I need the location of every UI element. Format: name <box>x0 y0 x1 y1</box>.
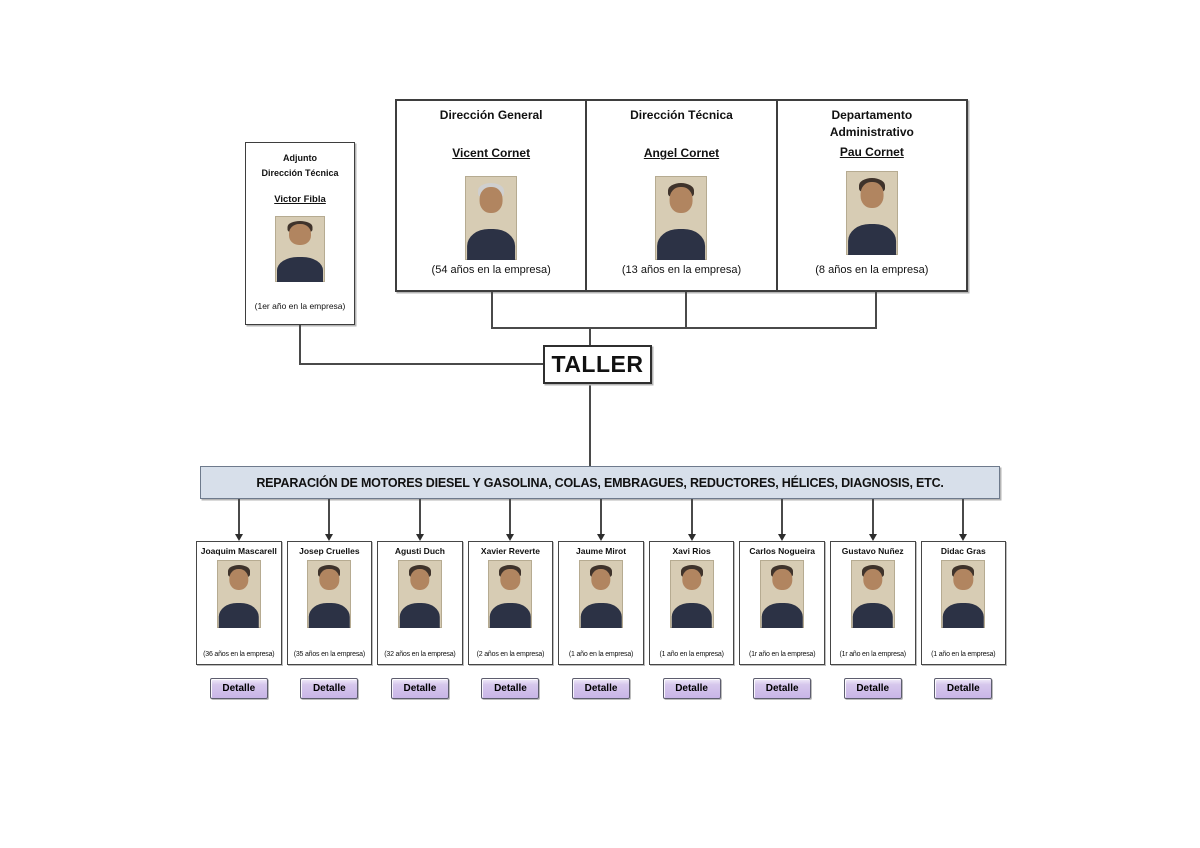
detail-button[interactable]: Detalle <box>572 678 630 699</box>
cell-direccion-tecnica <box>585 101 775 290</box>
connector-line <box>781 499 783 534</box>
worker-name: Xavi Rios <box>672 546 711 556</box>
adjunct-technical-direction-box <box>245 142 355 325</box>
detail-button[interactable]: Detalle <box>210 678 268 699</box>
photo-shoulders-shape <box>943 603 983 628</box>
photo-head-shape <box>289 224 311 244</box>
worker-card <box>921 541 1007 665</box>
arrow-down-icon <box>778 534 786 541</box>
worker-name: Agusti Duch <box>394 546 445 556</box>
worker-column <box>287 499 373 699</box>
worker-tenure: (36 años en la empresa) <box>203 651 275 658</box>
worker-column <box>377 499 463 699</box>
photo-shoulders-shape <box>658 229 706 260</box>
worker-card <box>830 541 916 665</box>
taller-label: TALLER <box>551 351 644 377</box>
photo-shoulders-shape <box>400 603 440 628</box>
worker-name: Xavier Reverte <box>480 546 540 556</box>
person-photo <box>941 560 985 628</box>
worker-name: Didac Gras <box>940 546 986 556</box>
arrow-down-icon <box>869 534 877 541</box>
arrow-down-icon <box>688 534 696 541</box>
photo-shoulders-shape <box>671 603 711 628</box>
connector-line <box>299 363 545 365</box>
adjunct-title-line2: Dirección Técnica <box>261 168 339 179</box>
worker-tenure: (2 años en la empresa) <box>476 651 545 658</box>
person-photo <box>217 560 261 628</box>
arrow-down-icon <box>325 534 333 541</box>
worker-tenure: (1 año en la empresa) <box>659 651 724 658</box>
detail-button[interactable]: Detalle <box>844 678 902 699</box>
adjunct-person-name: Victor Fibla <box>274 193 326 205</box>
worker-column <box>830 499 916 699</box>
detail-button[interactable]: Detalle <box>391 678 449 699</box>
photo-shoulders-shape <box>581 603 621 628</box>
photo-head-shape <box>863 569 882 590</box>
worker-column <box>196 499 282 699</box>
connector-line <box>509 499 511 534</box>
photo-shoulders-shape <box>852 603 892 628</box>
cell-title-line2: Administrativo <box>829 125 914 140</box>
cell-person-name: Pau Cornet <box>839 144 904 159</box>
worker-card <box>377 541 463 665</box>
management-row-box <box>395 99 968 292</box>
person-photo <box>307 560 351 628</box>
worker-card <box>196 541 282 665</box>
workers-row <box>196 499 1006 699</box>
photo-head-shape <box>480 187 503 213</box>
person-photo <box>488 560 532 628</box>
photo-shoulders-shape <box>309 603 349 628</box>
photo-shoulders-shape <box>848 224 896 255</box>
photo-shoulders-shape <box>219 603 259 628</box>
photo-head-shape <box>229 569 248 590</box>
cell-title: Dirección General <box>439 108 543 122</box>
person-photo <box>465 176 517 260</box>
connector-line <box>685 292 687 329</box>
person-photo <box>760 560 804 628</box>
detail-button[interactable]: Detalle <box>481 678 539 699</box>
cell-tenure: (8 años en la empresa) <box>815 264 929 276</box>
arrow-down-icon <box>597 534 605 541</box>
worker-card <box>287 541 373 665</box>
worker-column <box>558 499 644 699</box>
photo-shoulders-shape <box>490 603 530 628</box>
connector-line <box>600 499 602 534</box>
person-photo <box>275 216 325 282</box>
person-photo <box>398 560 442 628</box>
photo-head-shape <box>670 187 693 213</box>
worker-name: Carlos Nogueira <box>749 546 815 556</box>
photo-head-shape <box>410 569 429 590</box>
photo-head-shape <box>772 569 791 590</box>
photo-head-shape <box>954 569 973 590</box>
worker-column <box>468 499 554 699</box>
person-photo <box>670 560 714 628</box>
person-photo <box>846 171 898 255</box>
detail-button[interactable]: Detalle <box>663 678 721 699</box>
connector-line <box>238 499 240 534</box>
worker-tenure: (1 año en la empresa) <box>568 651 634 658</box>
department-banner <box>200 466 1000 499</box>
cell-tenure: (13 años en la empresa) <box>621 264 742 276</box>
worker-name: Josep Cruelles <box>299 546 360 556</box>
photo-head-shape <box>320 569 339 590</box>
person-photo <box>851 560 895 628</box>
arrow-down-icon <box>959 534 967 541</box>
cell-departamento-administrativo <box>776 101 966 290</box>
connector-line <box>691 499 693 534</box>
worker-card <box>649 541 735 665</box>
person-photo <box>655 176 707 260</box>
worker-column <box>739 499 825 699</box>
worker-name: Jaume Mirot <box>575 546 627 556</box>
photo-shoulders-shape <box>277 257 323 281</box>
photo-head-shape <box>682 569 701 590</box>
connector-line <box>419 499 421 534</box>
connector-line <box>589 329 591 345</box>
cell-person-name: Vicent Cornet <box>452 146 531 161</box>
worker-tenure: (32 años en la empresa) <box>384 651 456 658</box>
worker-column <box>649 499 735 699</box>
worker-name: Joaquim Mascarell <box>200 546 277 556</box>
worker-tenure: (1r año en la empresa) <box>748 651 816 658</box>
detail-button[interactable]: Detalle <box>753 678 811 699</box>
photo-shoulders-shape <box>467 229 515 260</box>
adjunct-tenure: (1er año en la empresa) <box>254 301 346 311</box>
photo-head-shape <box>501 569 520 590</box>
worker-tenure: (1r año en la empresa) <box>839 651 906 658</box>
connector-line <box>589 384 591 466</box>
worker-tenure: (35 años en la empresa) <box>293 651 365 658</box>
cell-title-line1: Departamento <box>831 108 913 122</box>
person-photo <box>579 560 623 628</box>
cell-person-name: Angel Cornet <box>643 146 720 161</box>
adjunct-title-line1: Adjunto <box>283 153 317 163</box>
worker-card <box>739 541 825 665</box>
photo-head-shape <box>591 569 610 590</box>
arrow-down-icon <box>506 534 514 541</box>
cell-title: Dirección Técnica <box>630 108 733 122</box>
connector-line <box>299 325 301 365</box>
detail-button[interactable]: Detalle <box>934 678 992 699</box>
taller-box <box>543 345 652 384</box>
worker-card <box>468 541 554 665</box>
cell-tenure: (54 años en la empresa) <box>431 264 551 276</box>
photo-head-shape <box>860 182 883 208</box>
photo-shoulders-shape <box>762 603 802 628</box>
worker-tenure: (1 año en la empresa) <box>931 651 996 658</box>
connector-line <box>491 292 493 329</box>
connector-line <box>491 327 877 329</box>
connector-line <box>872 499 874 534</box>
connector-line <box>962 499 964 534</box>
arrow-down-icon <box>235 534 243 541</box>
connector-line <box>328 499 330 534</box>
cell-direccion-general <box>397 101 585 290</box>
arrow-down-icon <box>416 534 424 541</box>
department-banner-text: REPARACIÓN DE MOTORES DIESEL Y GASOLINA, COLAS, EMBRAGUES, REDUCTORES, HÉLICES, DIAGNOSIS, ETC. <box>256 475 944 490</box>
worker-name: Gustavo Nuñez <box>841 546 904 556</box>
worker-column <box>921 499 1007 699</box>
worker-card <box>558 541 644 665</box>
detail-button[interactable]: Detalle <box>300 678 358 699</box>
connector-line <box>875 292 877 329</box>
